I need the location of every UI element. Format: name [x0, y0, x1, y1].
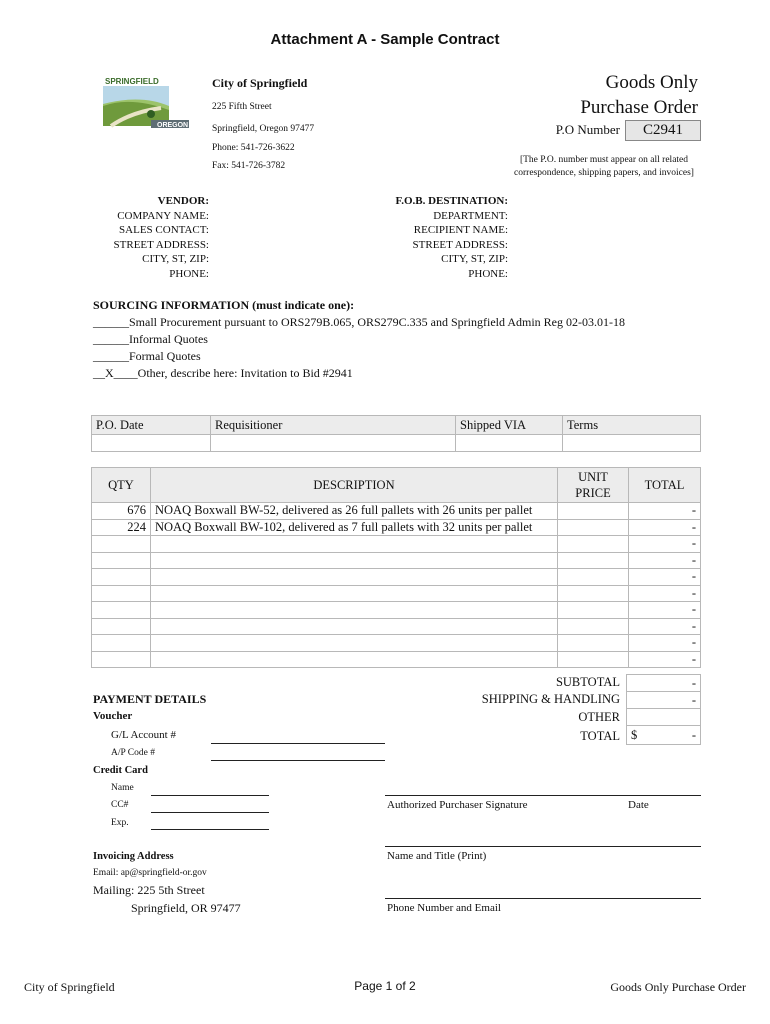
springfield-logo [101, 76, 189, 128]
po-info-value-row [92, 435, 701, 452]
po-note-line2: correspondence, shipping papers, and invoices] [514, 168, 694, 178]
item-total[interactable]: - [629, 635, 701, 652]
item-row [92, 569, 701, 586]
total-label: TOTAL [580, 728, 620, 743]
item-description[interactable] [151, 618, 558, 635]
authorized-signature-line[interactable] [385, 795, 701, 796]
item-total[interactable]: - [629, 585, 701, 602]
item-qty[interactable] [92, 536, 151, 553]
sourcing-heading: SOURCING INFORMATION (must indicate one): [93, 298, 355, 312]
item-row [92, 503, 701, 520]
item-description[interactable] [151, 552, 558, 569]
item-row [92, 635, 701, 652]
voucher-label: Voucher [93, 710, 133, 722]
item-description[interactable]: NOAQ Boxwall BW-102, delivered as 7 full pallets with 32 units per pallet [151, 519, 558, 536]
po-date-header: P.O. Date [92, 416, 211, 435]
item-total[interactable]: - [629, 651, 701, 668]
item-total[interactable]: - [629, 519, 701, 536]
subtotal-value: - [627, 675, 701, 692]
unit-price-header-line2: PRICE [575, 486, 611, 500]
logo-text-oregon: OREGON [157, 122, 189, 128]
qty-header: QTY [92, 468, 151, 503]
sourcing-option-informal: ______Informal Quotes [93, 332, 208, 346]
footer-page-number: Page 1 of 2 [354, 979, 416, 993]
logo-text-springfield: SPRINGFIELD [105, 77, 159, 86]
item-description[interactable] [151, 536, 558, 553]
item-description[interactable] [151, 635, 558, 652]
vendor-heading: VENDOR: [157, 195, 209, 207]
cc-number-line[interactable] [151, 812, 269, 813]
invoicing-mailing-line1: Mailing: 225 5th Street [93, 883, 205, 897]
item-qty[interactable] [92, 618, 151, 635]
description-header: DESCRIPTION [151, 468, 558, 503]
cc-name-line[interactable] [151, 795, 269, 796]
total-value-cell [627, 726, 701, 745]
terms-value[interactable] [563, 435, 701, 452]
footer-right: Goods Only Purchase Order [610, 980, 746, 994]
item-row [92, 602, 701, 619]
footer-left: City of Springfield [24, 980, 115, 994]
unit-price-header-line1: UNIT [578, 470, 608, 484]
vendor-street-address: STREET ADDRESS: [113, 238, 209, 251]
totals-labels [380, 674, 620, 745]
po-note [509, 154, 699, 180]
fob-department: DEPARTMENT: [433, 209, 508, 222]
total-currency: $ [631, 727, 638, 742]
item-unit-price[interactable] [558, 602, 629, 619]
item-qty[interactable]: 676 [92, 503, 151, 520]
credit-card-label: Credit Card [93, 765, 148, 776]
shipping-value: - [627, 692, 701, 709]
ap-code-line[interactable] [211, 760, 385, 761]
item-row [92, 519, 701, 536]
city-citystate: Springfield, Oregon 97477 [212, 124, 315, 134]
gl-account-label: G/L Account # [111, 729, 176, 741]
item-qty[interactable] [92, 585, 151, 602]
gl-account-line[interactable] [211, 743, 385, 744]
totals-values [626, 674, 701, 745]
item-row [92, 585, 701, 602]
item-unit-price[interactable] [558, 651, 629, 668]
shipped-via-value[interactable] [456, 435, 563, 452]
fob-city-st-zip: CITY, ST, ZIP: [441, 253, 508, 265]
items-header-row [92, 468, 701, 503]
po-note-line1: [The P.O. number must appear on all related [519, 155, 689, 165]
invoicing-mailing-line2: Springfield, OR 97477 [131, 901, 241, 915]
cc-name-label: Name [111, 783, 134, 793]
item-row [92, 536, 701, 553]
unit-price-header [558, 468, 629, 503]
item-unit-price[interactable] [558, 569, 629, 586]
requisitioner-value[interactable] [211, 435, 456, 452]
item-unit-price[interactable] [558, 503, 629, 520]
city-fax: Fax: 541-726-3782 [212, 161, 286, 171]
item-unit-price[interactable] [558, 585, 629, 602]
item-row [92, 651, 701, 668]
vendor-block [60, 194, 209, 281]
item-qty[interactable] [92, 569, 151, 586]
items-table [91, 467, 701, 668]
authorized-signature-label: Authorized Purchaser Signature [387, 799, 528, 811]
city-phone: Phone: 541-726-3622 [212, 143, 295, 153]
phone-email-line[interactable] [385, 898, 701, 899]
cc-exp-label: Exp. [111, 818, 129, 828]
fob-phone: PHONE: [468, 267, 508, 280]
date-label: Date [628, 799, 649, 811]
ap-code-label: A/P Code # [111, 748, 155, 758]
fob-block [340, 194, 508, 281]
name-title-line[interactable] [385, 846, 701, 847]
item-total[interactable]: - [629, 618, 701, 635]
item-description[interactable] [151, 602, 558, 619]
item-total[interactable]: - [629, 503, 701, 520]
sourcing-option-small: ______Small Procurement pursuant to ORS279B.065, ORS279C.335 and Springfield Admin Reg 02-03.01-18 [93, 315, 625, 329]
fob-recipient-name: RECIPIENT NAME: [413, 224, 508, 236]
item-total[interactable]: - [629, 569, 701, 586]
item-description[interactable] [151, 651, 558, 668]
invoicing-heading: Invoicing Address [93, 851, 174, 862]
item-total[interactable]: - [629, 602, 701, 619]
item-qty[interactable] [92, 635, 151, 652]
item-unit-price[interactable] [558, 519, 629, 536]
sourcing-option-other: __X____Other, describe here: Invitation to Bid #2941 [93, 366, 353, 380]
item-description[interactable]: NOAQ Boxwall BW-52, delivered as 26 full pallets with 26 units per pallet [151, 503, 558, 520]
city-name: City of Springfield [212, 76, 308, 90]
item-row [92, 618, 701, 635]
other-value [627, 709, 701, 726]
item-unit-price[interactable] [558, 635, 629, 652]
item-qty[interactable]: 224 [92, 519, 151, 536]
vendor-city-st-zip: CITY, ST, ZIP: [142, 253, 209, 265]
po-info-table [91, 415, 701, 452]
item-unit-price[interactable] [558, 618, 629, 635]
invoicing-email: Email: ap@springfield-or.gov [93, 868, 207, 878]
item-unit-price[interactable] [558, 552, 629, 569]
other-label: OTHER [578, 709, 620, 724]
item-qty[interactable] [92, 552, 151, 569]
phone-email-label: Phone Number and Email [387, 902, 501, 914]
city-street: 225 Fifth Street [212, 102, 272, 112]
requisitioner-header: Requisitioner [211, 416, 456, 435]
sourcing-block [93, 297, 625, 382]
total-value: - [691, 727, 696, 742]
fob-street-address: STREET ADDRESS: [412, 238, 508, 251]
cc-exp-line[interactable] [151, 829, 269, 830]
header-purchase-order: Purchase Order [580, 97, 698, 118]
vendor-phone: PHONE: [169, 267, 209, 280]
item-description[interactable] [151, 569, 558, 586]
shipping-label: SHIPPING & HANDLING [481, 692, 620, 707]
item-unit-price[interactable] [558, 536, 629, 553]
item-total[interactable]: - [629, 536, 701, 553]
vendor-company-name: COMPANY NAME: [117, 209, 209, 222]
terms-header: Terms [563, 416, 701, 435]
subtotal-label: SUBTOTAL [555, 675, 620, 689]
po-number-value: C2941 [625, 120, 701, 141]
document-title: Attachment A - Sample Contract [270, 31, 500, 48]
item-row [92, 552, 701, 569]
item-qty[interactable] [92, 602, 151, 619]
cc-number-label: CC# [111, 800, 129, 810]
shipped-via-header: Shipped VIA [456, 416, 563, 435]
item-description[interactable] [151, 585, 558, 602]
po-number-label: P.O Number [555, 122, 620, 137]
item-qty[interactable] [92, 651, 151, 668]
payment-heading: PAYMENT DETAILS [93, 692, 207, 706]
po-date-value[interactable] [92, 435, 211, 452]
item-total[interactable]: - [629, 552, 701, 569]
header-goods-only: Goods Only [605, 72, 698, 93]
fob-heading: F.O.B. DESTINATION: [395, 195, 508, 207]
po-info-header-row [92, 416, 701, 435]
sourcing-option-formal: ______Formal Quotes [93, 349, 201, 363]
total-header: TOTAL [629, 468, 701, 503]
vendor-sales-contact: SALES CONTACT: [119, 224, 209, 236]
name-title-label: Name and Title (Print) [387, 850, 487, 862]
